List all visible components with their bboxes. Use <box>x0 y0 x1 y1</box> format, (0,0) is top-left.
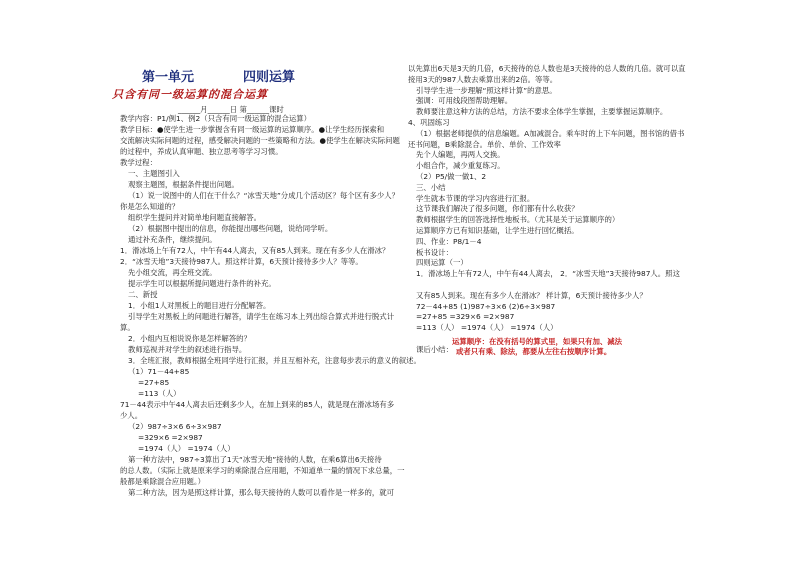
left-text-line: （1）说一说图中的人们在干什么？“冰雪天地”分成几个活动区？每个区有多少人？ <box>128 191 400 200</box>
right-text-line: 先个人编题，再两人交换。 <box>416 150 505 160</box>
right-text-line: （1）根据老师提供的信息编题。A加减混合。乘车时的上下车问题，图书馆的借书 <box>416 128 685 138</box>
right-text-line: =27+85 =329×6 =2×987 <box>416 312 515 322</box>
right-text-line: 这节课我们解决了很多问题，你们都有什么收获？ <box>416 204 579 214</box>
right-text-line: 还书问题，B乘除混合。单价、单价、工作效率 <box>408 139 561 149</box>
left-text-line: 第二种方法，因为是照这样计算，那么每天接待的人数可以看作是一样多的，就可 <box>128 488 395 497</box>
right-text-line: （2）P5/做一做1、2 <box>416 172 487 181</box>
right-text-line: 四则运算（一） <box>416 258 468 268</box>
left-text-line: 组织学生提问并对简单地问题直接解答。 <box>128 213 262 222</box>
left-text-line: 教学目标：●使学生进一步掌握含有同一级运算的运算顺序。●让学生经历探索和 <box>120 125 385 134</box>
left-text-line: 少人。 <box>120 411 143 420</box>
left-text-line: 教学过程： <box>120 158 157 167</box>
right-text-line: 以先算出6天是3天的几倍，6天接待的总人数也是3天接待的总人数的几倍。就可以直 <box>408 64 686 73</box>
date-line: ______月______日 第______课时 <box>178 105 284 114</box>
right-text-line: 四、作业：P8/1－4 <box>416 236 482 246</box>
left-text-line: 71－44表示中午44人离去后还剩多少人，在加上到来的85人，就是现在滑冰场有多 <box>120 400 395 409</box>
rule-line-2: 或者只有乘、除法，都要从左往右按顺序计算。 <box>456 347 612 356</box>
right-text-line: =113（人） =1974（人） =1974（人） <box>416 323 558 333</box>
left-text-line: =27+85 <box>138 378 170 387</box>
left-text-line: 算。 <box>120 323 135 332</box>
left-text-line: （1）71－44+85 <box>128 367 190 376</box>
unit-title: 第一单元 <box>142 70 195 85</box>
lesson-subtitle: 只含有同一级运算的混合运算 <box>112 88 268 101</box>
right-text-line: 运算顺序方已有知识基础，让学生进行回忆概括。 <box>416 226 579 235</box>
right-text-line: 4、巩固练习 <box>408 118 450 127</box>
left-text-line: =1974（人） =1974（人） <box>138 444 235 453</box>
right-text-line: 引导学生进一步理解“照这样计算”的意思。 <box>416 85 557 95</box>
topic-title: 四则运算 <box>243 70 296 85</box>
left-text-line: 般都是乘除混合应用题。） <box>120 477 205 486</box>
left-text-line: =329×6 =2×987 <box>138 433 203 442</box>
left-text-line: 观察主题图，根据条件提出问题。 <box>128 180 239 189</box>
left-text-line: （2）987÷3×6 6÷3×987 <box>128 422 222 431</box>
left-text-line: 1．滑冰场上午有72人，中午有44人离去，又有85人到来。现在有多少人在滑冰？ <box>120 246 390 255</box>
right-text-line: 又有85人到来。现在有多少人在滑冰？ 样计算，6天预计接待多少人？ <box>416 290 647 300</box>
left-text-line: 3．全班汇报，教师根据全班同学进行汇报，并且互相补充，注意每步表示的意义的叙述。 <box>128 356 421 365</box>
left-text-line: 先小组交流，再全班交流。 <box>128 268 217 277</box>
right-text-line: 课后小结： <box>416 344 453 354</box>
left-text-line: 交流解决实际问题的过程，感受解决问题的一些策略和方法。●使学生在解决实际问题 <box>120 136 400 145</box>
right-text-line: 小组合作，减少重复练习。 <box>416 161 505 171</box>
left-text-line: （2）根据图中提出的信息，你能提出哪些问题，说给同学听。 <box>128 224 333 233</box>
right-text-line: 三、小结 <box>416 182 446 192</box>
left-text-line: 第一种方法中，987÷3算出了1天“冰雪天地”接待的人数，在乘6算出6天接待 <box>128 455 382 464</box>
left-text-line: 教学内容：P1/例1、例2（只含有同一级运算的混合运算） <box>120 114 312 123</box>
right-text-line: 接用3天的987人数去乘算出来的2倍。等等。 <box>408 74 558 84</box>
right-text-line: 1．滑冰场上午有72人，中午有44人离去， 2．“冰雪天地”3天接待987人。照这 <box>416 269 680 279</box>
right-text-line: 学生就本节课的学习内容进行汇报。 <box>416 193 535 203</box>
left-text-line: 一、主题图引入 <box>128 169 180 178</box>
left-text-line: =113（人） <box>138 389 181 398</box>
left-text-line: 1．小组1人对黑板上的题目进行分配解答。 <box>128 301 271 310</box>
left-text-line: 二、新授 <box>128 290 158 299</box>
left-text-line: 2．“冰雪天地”3天接待987人。照这样计算，6天预计接待多少人？等等。 <box>120 257 363 266</box>
left-text-line: 教师巡视并对学生的叙述进行指导。 <box>128 345 247 354</box>
rule-line-1 <box>452 337 622 346</box>
left-text-line: 的过程中，养成认真审题、独立思考等学习习惯。 <box>120 147 283 156</box>
left-text-line: 的总人数。（实际上就是原来学习的乘除混合应用题，不知道单一量的情况下求总量，一 <box>120 466 405 475</box>
left-text-line: 通过补充条件，继续提问。 <box>128 235 217 244</box>
left-text-line: 引导学生对黑板上的问题进行解答，请学生在练习本上列出综合算式并进行脱式计 <box>128 312 395 321</box>
right-text-line: 教师要注意这种方法的总结，方法不要求全体学生掌握，主要掌握运算顺序。 <box>416 107 668 117</box>
right-text-line: 板书设计： <box>416 247 453 257</box>
right-text-line: 强调：可用线段图帮助理解。 <box>416 96 513 106</box>
left-text-line: 2．小组内互相说说你是怎样解答的？ <box>128 334 251 343</box>
right-text-line: 72－44+85 (1)987÷3×6 (2)6÷3×987 <box>416 301 556 311</box>
right-text-line: 教师根据学生的回答选择性地板书。（尤其是关于运算顺序的） <box>416 215 620 225</box>
left-text-line: 你是怎么知道的？ <box>120 202 180 211</box>
rule-label: 运算顺序： <box>452 337 489 346</box>
left-text-line: 提示学生可以根据所提问题进行条件的补充。 <box>128 279 276 288</box>
rule-text: 在没有括号的算式里，如果只有加、减法 <box>488 337 623 346</box>
